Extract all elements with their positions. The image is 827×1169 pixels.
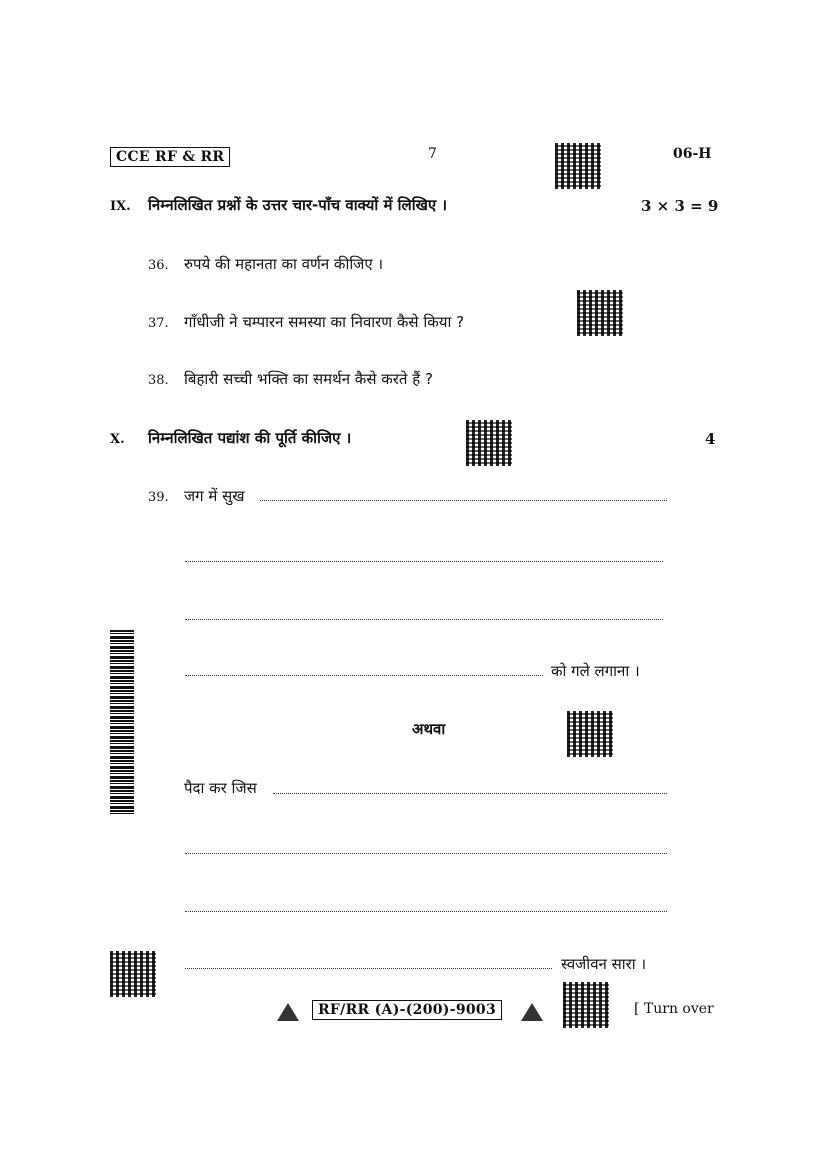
triangle-marker-icon [521, 1003, 543, 1021]
answer-line [185, 675, 543, 676]
answer-line [185, 561, 663, 562]
answer-line [273, 793, 667, 794]
qr-code-icon [577, 290, 623, 336]
section-x-instruction: निम्नलिखित पद्यांश की पूर्ति कीजिए । [148, 429, 352, 447]
question-39-number: 39. [148, 490, 169, 505]
question-38-text: बिहारी सच्ची भक्ति का समर्थन कैसे करते हैं ? [184, 370, 433, 388]
answer-line [260, 500, 667, 501]
qr-code-icon [110, 951, 156, 997]
qr-code-icon [567, 711, 613, 757]
section-x-numeral: X. [110, 432, 125, 447]
answer-line [185, 968, 552, 969]
paper-code: 06-H [673, 146, 712, 162]
section-x-marks: 4 [705, 430, 716, 448]
alternate-start: पैदा कर जिस [184, 779, 257, 797]
footer-code: RF/RR (A)-(200)-9003 [312, 1000, 502, 1020]
or-label: अथवा [412, 720, 446, 738]
turn-over-label: [ Turn over [634, 1001, 714, 1017]
answer-line [185, 619, 663, 620]
qr-code-icon [466, 420, 512, 466]
triangle-marker-icon [277, 1003, 299, 1021]
qr-code-icon [563, 982, 609, 1028]
answer-line [185, 853, 667, 854]
section-ix-numeral: IX. [110, 199, 131, 214]
qr-code-icon [555, 143, 601, 189]
question-39-end: को गले लगाना । [551, 662, 640, 680]
section-ix-marks: 3 × 3 = 9 [641, 197, 719, 215]
page-number: 7 [428, 146, 437, 162]
question-37-text: गाँधीजी ने चम्पारन समस्या का निवारण कैसे किया ? [184, 313, 465, 331]
answer-line [185, 911, 667, 912]
barcode-icon [110, 630, 134, 815]
question-38-number: 38. [148, 373, 169, 388]
series-label: CCE RF & RR [110, 147, 230, 167]
question-39-start: जग में सुख [184, 487, 245, 505]
section-ix-instruction: निम्नलिखित प्रश्नों के उत्तर चार-पाँच वाक्यों में लिखिए । [148, 196, 448, 214]
question-36-text: रुपये की महानता का वर्णन कीजिए । [184, 255, 384, 273]
question-37-number: 37. [148, 316, 169, 331]
alternate-end: स्वजीवन सारा । [561, 955, 647, 973]
question-36-number: 36. [148, 258, 169, 273]
